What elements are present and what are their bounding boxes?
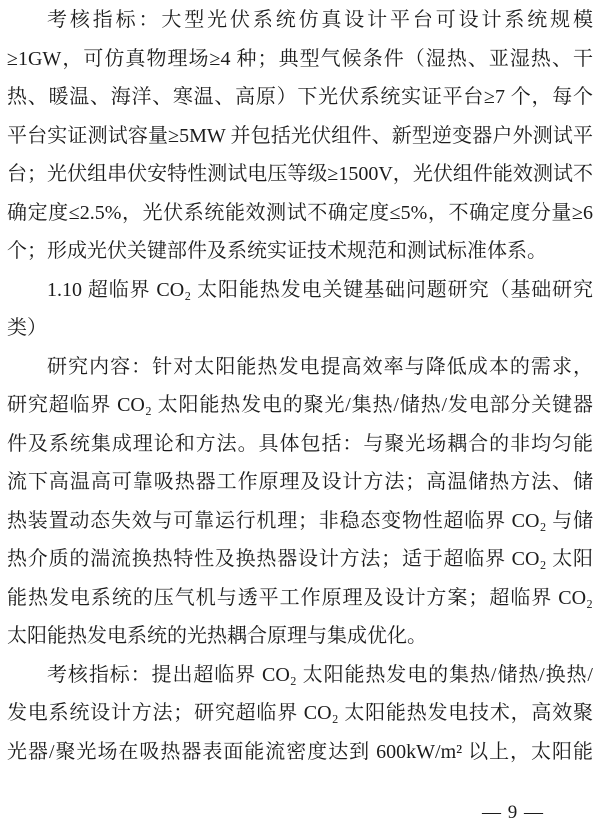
doc-line-8-section-heading: 1.10 超临界 CO₂ 太阳能热发电关键基础问题研究（基础研究 (47, 278, 593, 301)
doc-line-12: 件及系统集成理论和方法。具体包括：与聚光场耦合的非均匀能 (7, 432, 593, 455)
doc-line-2: ≥1GW，可仿真物理场≥4 种；典型气候条件（湿热、亚湿热、干 (7, 47, 593, 70)
doc-line-4: 平台实证测试容量≥5MW 并包括光伏组件、新型逆变器户外测试平 (7, 124, 593, 147)
doc-line-10: 研究内容：针对太阳能热发电提高效率与降低成本的需求， (47, 355, 593, 378)
doc-line-13: 流下高温高可靠吸热器工作原理及设计方法；高温储热方法、储 (7, 471, 593, 493)
doc-line-3: 热、暖温、海洋、寒温、高原）下光伏系统实证平台≥7 个，每个 (7, 86, 593, 108)
doc-line-1: 考核指标：大型光伏系统仿真设计平台可设计系统规模 (47, 9, 593, 31)
doc-line-16: 能热发电系统的压气机与透平工作原理及设计方案；超临界 CO₂ (7, 586, 593, 609)
doc-line-20: 光器/聚光场在吸热器表面能流密度达到 600kW/m² 以上，太阳能 (7, 740, 593, 763)
doc-line-19: 发电系统设计方法；研究超临界 CO₂ 太阳能热发电技术，高效聚 (7, 702, 593, 724)
page-number: — 9 — (482, 802, 544, 823)
document-text (7, 1, 593, 771)
doc-line-15: 热介质的湍流换热特性及换热器设计方法；适于超临界 CO₂ 太阳 (7, 548, 593, 570)
doc-line-17: 太阳能热发电系统的光热耦合原理与集成优化。 (7, 625, 427, 647)
doc-line-7: 个；形成光伏关键部件及系统实证技术规范和测试标准体系。 (7, 240, 547, 262)
doc-line-18: 考核指标：提出超临界 CO₂ 太阳能热发电的集热/储热/换热/ (47, 663, 593, 686)
doc-line-6: 确定度≤2.5%，光伏系统能效测试不确定度≤5%，不确定度分量≥6 (7, 201, 593, 224)
doc-line-11: 研究超临界 CO₂ 太阳能热发电的聚光/集热/储热/发电部分关键器 (7, 394, 593, 416)
doc-line-14: 热装置动态失效与可靠运行机理；非稳态变物性超临界 CO₂ 与储 (7, 509, 593, 532)
doc-line-5: 台；光伏组串伏安特性测试电压等级≥1500V，光伏组件能效测试不 (7, 163, 593, 185)
doc-line-9-section-heading-cont: 类） (7, 317, 47, 339)
